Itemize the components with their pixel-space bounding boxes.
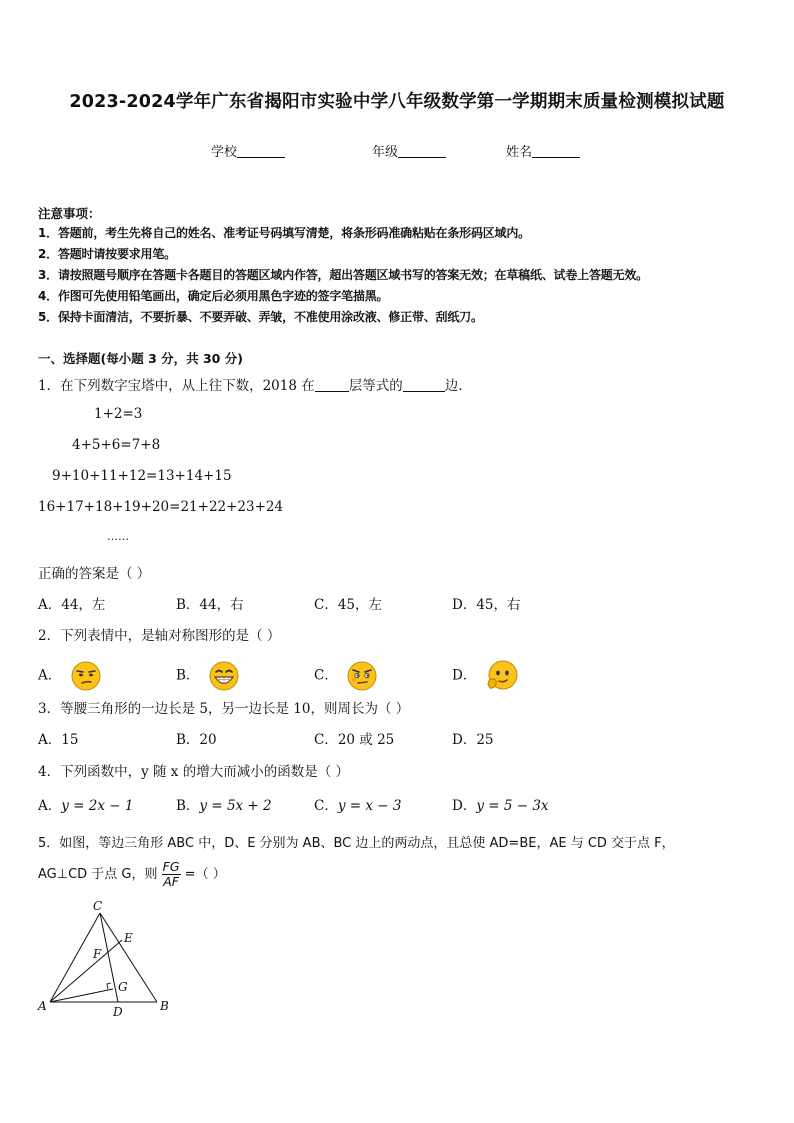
question-5-line-2 bbox=[38, 860, 226, 889]
pyramid-row-3: 9+10+11+12=13+14+15 bbox=[52, 468, 232, 484]
grin-face-icon bbox=[208, 660, 240, 692]
notice-item-4: 4．作图可先使用铅笔画出，确定后必须用黑色字迹的签字笔描黑。 bbox=[38, 289, 389, 303]
fraction-denominator: AF bbox=[163, 874, 179, 889]
q2-option-d-label: D． bbox=[452, 667, 477, 684]
fraction-numerator: FG bbox=[162, 859, 180, 874]
point-label-f: F bbox=[93, 947, 102, 961]
vertex-label-c: C bbox=[93, 899, 103, 913]
pyramid-row-4: 16+17+18+19+20=21+22+23+24 bbox=[38, 499, 284, 515]
name-blank bbox=[532, 145, 580, 158]
q4-option-c bbox=[314, 794, 401, 814]
point-label-d: D bbox=[113, 1005, 123, 1019]
school-field bbox=[211, 141, 285, 160]
section-heading: 一、选择题(每小题 3 分，共 30 分) bbox=[38, 351, 243, 366]
question-3-stem: 3．等腰三角形的一边长是 5，另一边长是 10，则周长为（ ） bbox=[38, 701, 410, 717]
name-label: 姓名 bbox=[506, 145, 533, 160]
q4-option-b-formula: y = 5x + 2 bbox=[199, 798, 272, 814]
right-angle-mark bbox=[107, 983, 111, 989]
q4-option-a-label: A． bbox=[38, 798, 62, 814]
q2-option-b bbox=[176, 660, 240, 692]
q2-option-d bbox=[452, 660, 519, 692]
school-label: 学校 bbox=[211, 145, 238, 160]
q5-line-2-part-b: =（ ） bbox=[184, 867, 226, 882]
q3-option-b: B．20 bbox=[176, 732, 217, 748]
q2-option-c-label: C． bbox=[314, 667, 338, 684]
grade-label: 年级 bbox=[372, 145, 399, 160]
q1-option-b: B．44，右 bbox=[176, 597, 244, 613]
q2-option-a bbox=[38, 660, 102, 692]
notice-item-2: 2．答题时请按要求用笔。 bbox=[38, 247, 176, 261]
q2-option-a-label: A． bbox=[38, 667, 62, 684]
school-blank bbox=[237, 145, 285, 158]
q4-option-d bbox=[452, 794, 549, 814]
q2-option-c bbox=[314, 660, 378, 692]
question-2-stem: 2．下列表情中，是轴对称图形的是（ ） bbox=[38, 628, 281, 644]
notice-item-5: 5．保持卡面清洁，不要折暴、不要弄破、弄皱，不准使用涂改液、修正带、刮纸刀。 bbox=[38, 310, 483, 324]
pyramid-row-1: 1+2=3 bbox=[94, 406, 143, 422]
notice-item-3: 3．请按照题号顺序在答题卡各题目的答题区域内作答，超出答题区域书写的答案无效；在草稿纸、试卷上答题无效。 bbox=[38, 268, 648, 282]
q1-stem-part-b: 层等式的 bbox=[348, 378, 403, 394]
point-label-e: E bbox=[124, 931, 133, 945]
vertex-label-b: B bbox=[160, 999, 169, 1013]
q1-option-d: D．45，右 bbox=[452, 597, 521, 613]
q4-option-c-label: C． bbox=[314, 798, 338, 814]
notice-heading: 注意事项： bbox=[38, 206, 101, 221]
q4-option-d-formula: y = 5 − 3x bbox=[476, 798, 549, 814]
q4-option-b bbox=[176, 794, 272, 814]
point-label-g: G bbox=[118, 980, 128, 994]
q1-option-c: C．45，左 bbox=[314, 597, 383, 613]
q1-blank-1 bbox=[315, 379, 349, 392]
q1-option-a: A．44，左 bbox=[38, 597, 106, 613]
pyramid-ellipsis: …… bbox=[107, 530, 129, 543]
grade-field bbox=[372, 141, 446, 160]
q4-option-d-label: D． bbox=[452, 798, 477, 814]
q5-line-2-part-a: AG⊥CD 于点 G，则 bbox=[38, 867, 158, 882]
segment-ag bbox=[50, 989, 113, 1002]
q1-prompt: 正确的答案是（ ） bbox=[38, 566, 151, 582]
q4-option-c-formula: y = x − 3 bbox=[337, 798, 402, 814]
q2-option-b-label: B． bbox=[176, 667, 200, 684]
question-5-line-1: 5．如图，等边三角形 ABC 中，D、E 分别为 AB、BC 边上的两动点，且总使 AD=BE，AE 与 CD 交于点 F， bbox=[38, 836, 675, 851]
segment-ae bbox=[50, 940, 122, 1002]
q4-option-a-formula: y = 2x − 1 bbox=[61, 798, 134, 814]
q1-stem-part-a: 1．在下列数字宝塔中，从上往下数，2018 在 bbox=[38, 378, 315, 394]
q1-blank-2 bbox=[403, 379, 445, 392]
notice-item-1: 1．答题前，考生先将自己的姓名、准考证号码填写清楚，将条形码准确粘贴在条形码区域内。 bbox=[38, 226, 530, 240]
smirk-face-icon bbox=[70, 660, 102, 692]
q3-option-a: A．15 bbox=[38, 732, 79, 748]
q4-option-a bbox=[38, 794, 133, 814]
grade-blank bbox=[398, 145, 446, 158]
question-1-stem bbox=[38, 374, 472, 394]
q3-option-c: C．20 或 25 bbox=[314, 732, 395, 748]
thinking-face-icon bbox=[485, 660, 519, 692]
pyramid-row-2: 4+5+6=7+8 bbox=[72, 437, 161, 453]
question-4-stem: 4．下列函数中，y 随 x 的增大而减小的函数是（ ） bbox=[38, 764, 349, 780]
vertex-label-a: A bbox=[38, 999, 47, 1013]
equilateral-triangle-figure bbox=[30, 896, 180, 1020]
q1-stem-part-c: 边． bbox=[444, 378, 472, 394]
page-title: 2023-2024学年广东省揭阳市实验中学八年级数学第一学期期末质量检测模拟试题 bbox=[69, 92, 725, 112]
q4-option-b-label: B． bbox=[176, 798, 200, 814]
fg-over-af-fraction bbox=[162, 860, 181, 889]
name-field bbox=[506, 141, 580, 160]
skeptical-face-icon bbox=[346, 660, 378, 692]
q3-option-d: D．25 bbox=[452, 732, 494, 748]
